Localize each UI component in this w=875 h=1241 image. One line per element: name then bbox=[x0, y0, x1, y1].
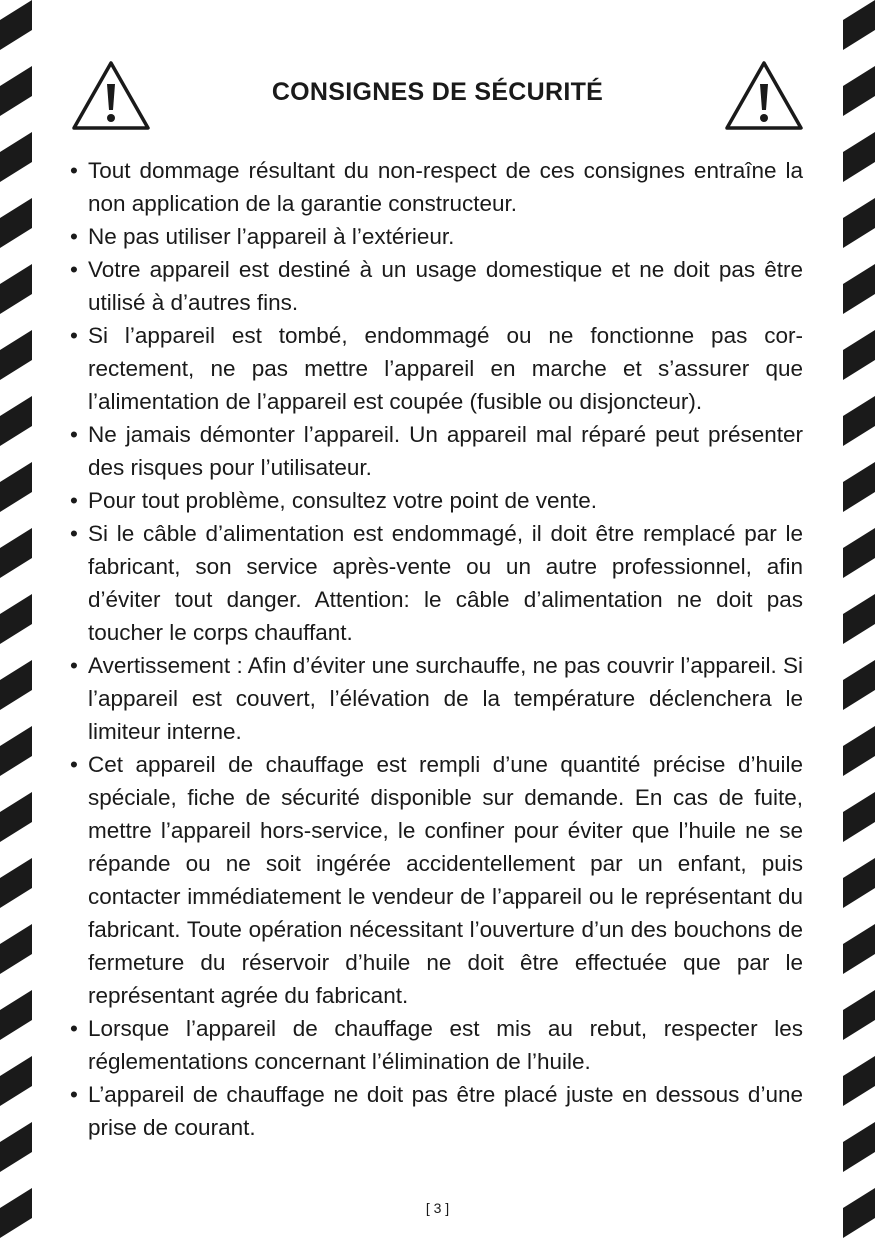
page-number: [ 3 ] bbox=[425, 1200, 450, 1216]
list-item-text: Avertissement : Afin d’éviter une surchauffe, ne pas couvrir l’appareil. Si l’appareil est couvert, l’élévation de la température déclenchera le limiteur interne. bbox=[88, 653, 803, 744]
bullet: • bbox=[70, 1082, 78, 1107]
list-item-text: Si le câble d’alimentation est endommagé, il doit être remplacé par le fabricant, son service après-vente ou un autre professionnel, afin d’éviter tout danger. Attention: le câble d’alimentation ne doit pas toucher le corps chauffant. bbox=[88, 521, 803, 645]
list-item bbox=[68, 220, 803, 253]
bullet: • bbox=[70, 521, 78, 546]
list-item-text: Si l’appareil est tombé, endommagé ou ne fonctionne pas correctement, ne pas mettre l’appareil en marche et s’assurer que l’alimentation de l’appareil est coupée (fusible ou disjoncteur). bbox=[88, 323, 803, 414]
list-item-text: Votre appareil est destiné à un usage domestique et ne doit pas être utilisé à d’autres fins. bbox=[88, 257, 803, 315]
list-item bbox=[68, 517, 803, 649]
bullet: • bbox=[70, 752, 78, 777]
hazard-stripe-left bbox=[0, 0, 32, 1241]
list-item-text: L’appareil de chauffage ne doit pas être placé juste en dessous d’une prise de courant. bbox=[88, 1082, 803, 1140]
bullet: • bbox=[70, 257, 78, 282]
bullet: • bbox=[70, 653, 78, 678]
list-item bbox=[68, 1012, 803, 1078]
bullet: • bbox=[70, 224, 78, 249]
list-item bbox=[68, 1078, 803, 1144]
list-item bbox=[68, 484, 803, 517]
list-item bbox=[68, 418, 803, 484]
warning-triangle-icon bbox=[723, 58, 805, 132]
page-header bbox=[70, 58, 805, 132]
hazard-stripe-right bbox=[843, 0, 875, 1241]
bullet: • bbox=[70, 323, 78, 348]
bullet: • bbox=[70, 422, 78, 447]
list-item-text: Ne pas utiliser l’appareil à l’extérieur. bbox=[88, 224, 455, 249]
list-item-text: Tout dommage résultant du non-respect de ces consignes entraîne la non application de la garantie constructeur. bbox=[88, 158, 803, 216]
list-item-text: Lorsque l’appareil de chauffage est mis au rebut, respecter les réglementations concernant l’élimination de l’huile. bbox=[88, 1016, 803, 1074]
page-title: CONSIGNES DE SÉCURITÉ bbox=[271, 78, 604, 106]
safety-instructions-list bbox=[68, 154, 803, 1144]
bullet: • bbox=[70, 158, 78, 183]
list-item-text: Ne jamais démonter l’appareil. Un appareil mal réparé peut présenter des risques pour l’utilisateur. bbox=[88, 422, 803, 480]
list-item bbox=[68, 649, 803, 748]
list-item bbox=[68, 154, 803, 220]
list-item-text: Cet appareil de chauffage est rempli d’une quantité précise d’huile spéciale, fiche de sécurité disponible sur demande. En cas de fuite, mettre l’appareil hors-service, le confiner pour éviter que l’huile ne se répande ou ne soit ingérée accidentellement par un enfant, puis contacter immédiatement le vendeur de l’appareil ou le représentant du fabricant. Toute opération nécessitant l’ouverture d’un des bouchons de fermeture du réservoir d’huile ne doit être effectuée que par le représentant agrée du fabricant. bbox=[88, 752, 803, 1008]
list-item bbox=[68, 748, 803, 1012]
list-item bbox=[68, 319, 803, 418]
list-item bbox=[68, 253, 803, 319]
list-item-text: Pour tout problème, consultez votre point de vente. bbox=[88, 488, 598, 513]
bullet: • bbox=[70, 1016, 78, 1041]
bullet: • bbox=[70, 488, 78, 513]
